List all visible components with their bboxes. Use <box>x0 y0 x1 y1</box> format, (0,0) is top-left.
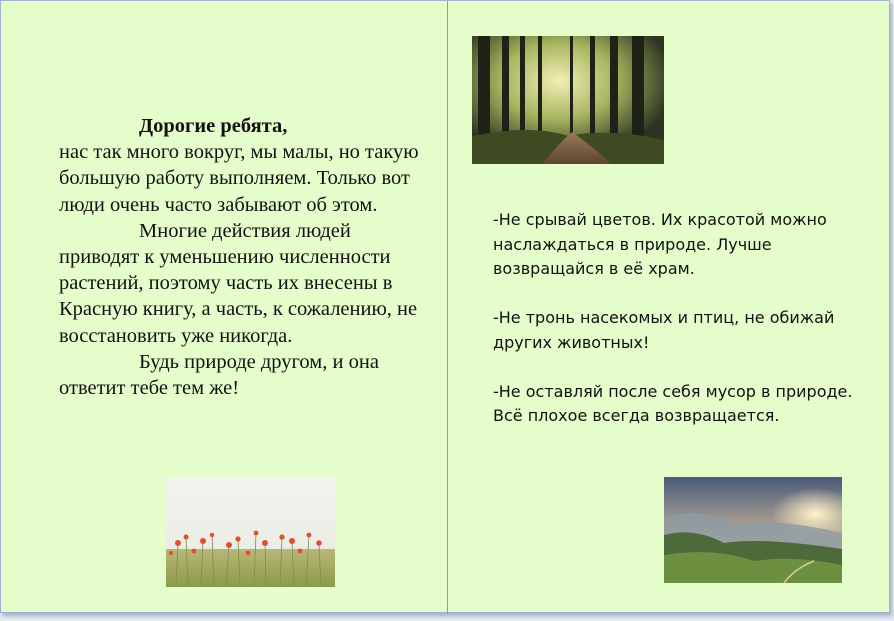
paragraph-1: нас так много вокруг, мы малы, но такую большую работу выполняем. Только вот люди очень часто забывают об этом. <box>59 141 419 216</box>
paragraph-2: Многие действия людей приводят к уменьшению численности растений, поэтому часть их внесены в Красную книгу, а часть, к сожалению, не восстановить уже никогда. <box>59 219 418 347</box>
rule-animals: -Не тронь насекомых и птиц, не обижай других животных! <box>493 308 835 352</box>
forest-photo <box>472 36 664 164</box>
mountain-valley-photo <box>664 477 842 583</box>
page-fold-line <box>447 1 448 614</box>
rule-litter: -Не оставляй после себя мусор в природе. Всё плохое всегда возвращается. <box>493 381 853 425</box>
right-page-rules <box>493 208 853 453</box>
paragraph-3: Будь природе другом, и она ответит тебе тем же! <box>59 350 379 400</box>
rule-flowers: -Не срывай цветов. Их красотой можно наслаждаться в природе. Лучше возвращайся в её храм. <box>493 210 827 278</box>
greeting-heading: Дорогие ребята, <box>139 115 288 137</box>
poppy-field-photo <box>166 477 335 587</box>
left-page-text <box>59 113 419 401</box>
